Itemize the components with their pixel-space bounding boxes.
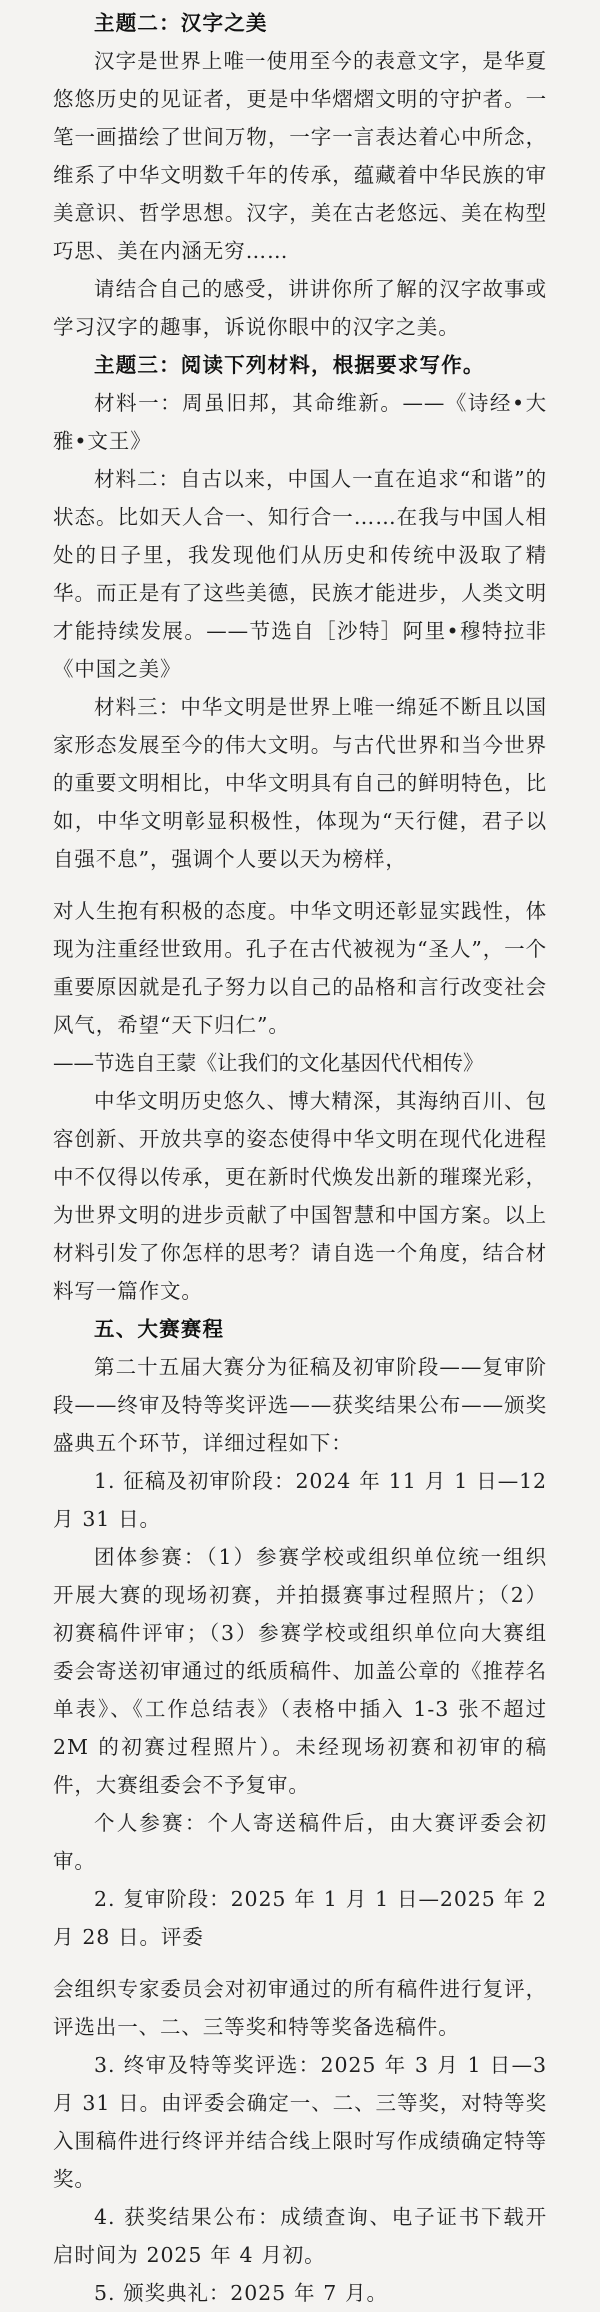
- heading-topic-three: 主题三：阅读下列材料，根据要求写作。: [94, 353, 485, 377]
- paragraph-topic-two-body: 汉字是世界上唯一使用至今的表意文字，是华夏悠悠历史的见证者，更是中华熠熠文明的守护者。一笔一画描绘了世间万物，一字一言表达着心中所念，维系了中华文明数千年的传承，蕴藏着中华民族的审美意识、哲学思想。汉字，美在古老悠远、美在构型巧思、美在内涵无穷……: [53, 49, 547, 263]
- schedule-intro: 第二十五届大赛分为征稿及初审阶段——复审阶段——终审及特等奖评选——获奖结果公布——颁奖盛典五个环节，详细过程如下：: [53, 1355, 547, 1455]
- material-three-part-two: 对人生抱有积极的态度。中华文明还彰显实践性，体现为注重经世致用。孔子在古代被视为“圣人”，一个重要原因就是孔子努力以自己的品格和言行改变社会风气，希望“天下归仁”。: [53, 899, 547, 1037]
- heading-schedule: 五、大赛赛程: [94, 1317, 225, 1341]
- schedule-item-5: 5. 颁奖典礼：2025 年 7 月。: [94, 2281, 388, 2305]
- material-one: 材料一：周虽旧邦，其命维新。——《诗经•大雅•文王》: [53, 391, 547, 453]
- material-three-attribution: ——节选自王蒙《让我们的文化基因代代相传》: [53, 1051, 484, 1075]
- schedule-item-3: 3. 终审及特等奖评选：2025 年 3 月 1 日—3 月 31 日。由评委会确定一、二、三等奖，对特等奖入围稿件进行终评并结合线上限时写作成绩确定特等奖。: [53, 2053, 547, 2191]
- paragraph-topic-three-closing: 中华文明历史悠久、博大精深，其海纳百川、包容创新、开放共享的姿态使得中华文明在现代化进程中不仅得以传承，更在新时代焕发出新的璀璨光彩，为世界文明的进步贡献了中国智慧和中国方案。以上材料引发了你怎样的思考？请自选一个角度，结合材料写一篇作文。: [53, 1089, 547, 1303]
- heading-topic-two: 主题二：汉字之美: [94, 11, 268, 35]
- schedule-item-1: 1. 征稿及初审阶段：2024 年 11 月 1 日—12 月 31 日。: [53, 1469, 547, 1531]
- schedule-item-1-team: 团体参赛：（1）参赛学校或组织单位统一组织开展大赛的现场初赛，并拍摄赛事过程照片；（2）初赛稿件评审；（3）参赛学校或组织单位向大赛组委会寄送初审通过的纸质稿件、加盖公章的《推荐名单表》、《工作总结表》（表格中插入 1-3 张不超过 2M 的初赛过程照片）。未经现场初赛和初审的稿件，大赛组委会不予复审。: [53, 1545, 547, 1797]
- schedule-item-1-individual: 个人参赛：个人寄送稿件后，由大赛评委会初审。: [53, 1811, 547, 1873]
- material-two: 材料二：自古以来，中国人一直在追求“和谐”的状态。比如天人合一、知行合一……在我与中国人相处的日子里，我发现他们从历史和传统中汲取了精华。而正是有了这些美德，民族才能进步，人类文明才能持续发展。——节选自［沙特］阿里•穆特拉非《中国之美》: [53, 467, 547, 681]
- schedule-item-2-part-two: 会组织专家委员会对初审通过的所有稿件进行复评，评选出一、二、三等奖和特等奖备选稿件。: [53, 1977, 547, 2039]
- paragraph-topic-two-prompt: 请结合自己的感受，讲讲你所了解的汉字故事或学习汉字的趣事，诉说你眼中的汉字之美。: [53, 277, 547, 339]
- material-three-part-one: 材料三：中华文明是世界上唯一绵延不断且以国家形态发展至今的伟大文明。与古代世界和当今世界的重要文明相比，中华文明具有自己的鲜明特色，比如，中华文明彰显积极性，体现为“天行健，君子以自强不息”，强调个人要以天为榜样，: [53, 695, 547, 871]
- schedule-item-2-part-one: 2. 复审阶段：2025 年 1 月 1 日—2025 年 2 月 28 日。评委: [53, 1887, 547, 1949]
- page-seam-gap-two: [53, 1956, 547, 1970]
- schedule-item-4: 4. 获奖结果公布：成绩查询、电子证书下载开启时间为 2025 年 4 月初。: [53, 2205, 547, 2267]
- page-seam-gap-one: [53, 878, 547, 892]
